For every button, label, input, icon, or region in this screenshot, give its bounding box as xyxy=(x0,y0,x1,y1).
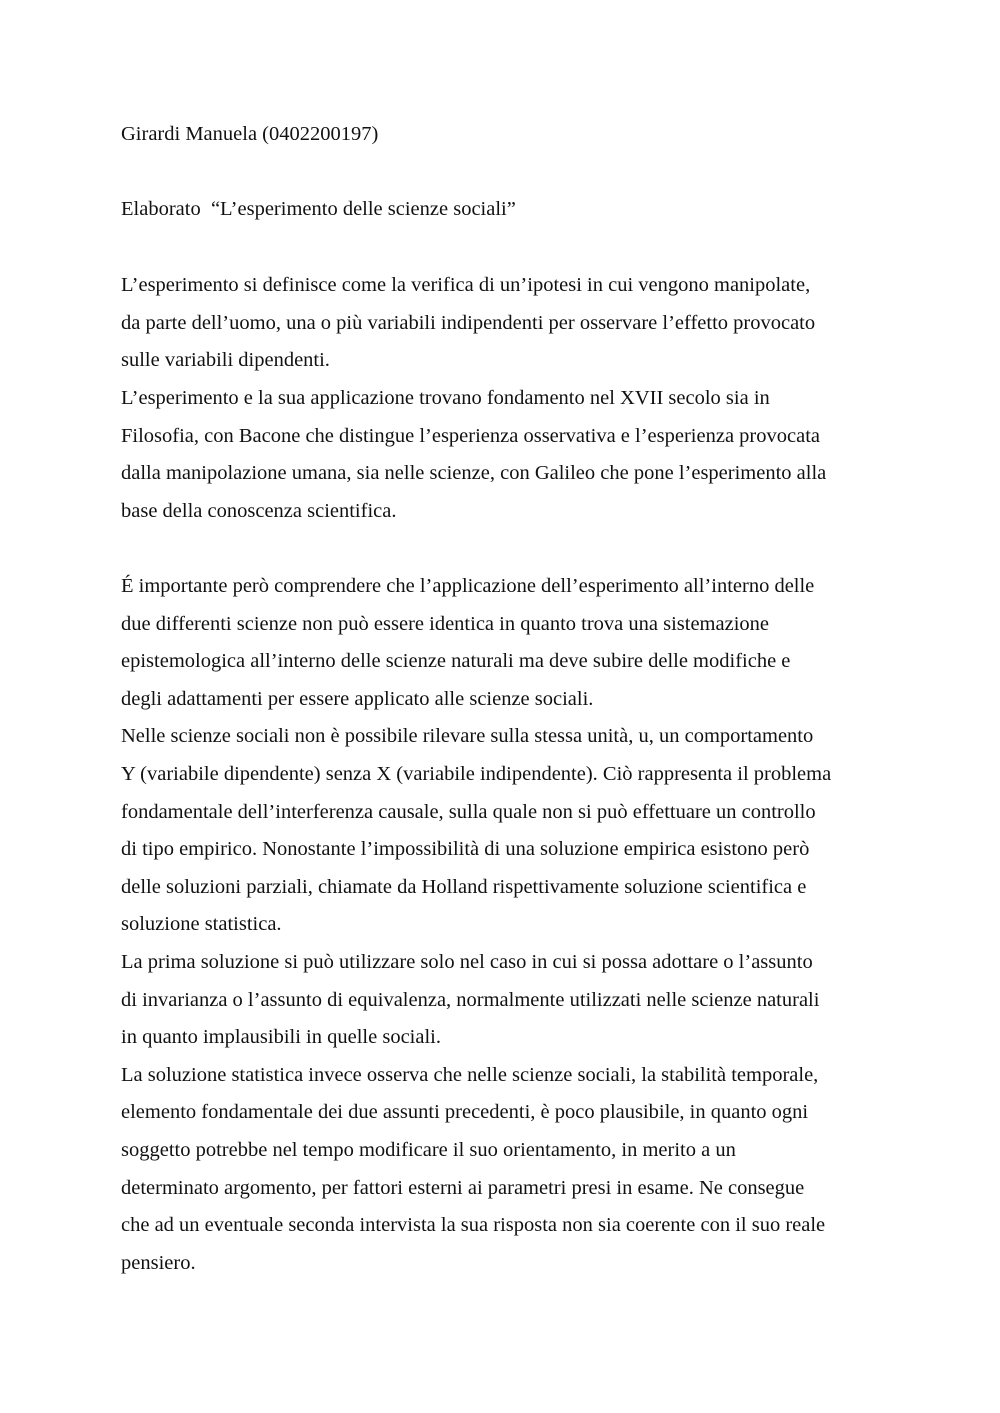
text-line: due differenti scienze non può essere identica in quanto trova una sistemazione xyxy=(121,613,769,635)
text-line: L’esperimento si definisce come la verifica di un’ipotesi in cui vengono manipolate, xyxy=(121,274,811,296)
text-line: soluzione statistica. xyxy=(121,913,282,935)
text-line: base della conoscenza scientifica. xyxy=(121,500,397,522)
text-line: sulle variabili dipendenti. xyxy=(121,349,330,371)
text-line: L’esperimento e la sua applicazione trovano fondamento nel XVII secolo sia in xyxy=(121,387,770,409)
text-line: La prima soluzione si può utilizzare solo nel caso in cui si possa adottare o l’assunto xyxy=(121,951,813,973)
text-line: Y (variabile dipendente) senza X (variabile indipendente). Ciò rappresenta il problema xyxy=(121,763,832,785)
text-line: in quanto implausibili in quelle sociali. xyxy=(121,1026,441,1048)
text-line: di tipo empirico. Nonostante l’impossibilità di una soluzione empirica esistono però xyxy=(121,838,810,860)
text-line: determinato argomento, per fattori esterni ai parametri presi in esame. Ne consegue xyxy=(121,1177,805,1199)
text-line: Filosofia, con Bacone che distingue l’esperienza osservativa e l’esperienza provocata xyxy=(121,425,820,447)
text-line: delle soluzioni parziali, chiamate da Holland rispettivamente soluzione scientifica e xyxy=(121,876,807,898)
text-line: dalla manipolazione umana, sia nelle scienze, con Galileo che pone l’esperimento alla xyxy=(121,462,827,484)
text-line: di invarianza o l’assunto di equivalenza, normalmente utilizzati nelle scienze naturali xyxy=(121,989,820,1011)
text-line: É importante però comprendere che l’applicazione dell’esperimento all’interno delle xyxy=(121,575,815,597)
text-line: soggetto potrebbe nel tempo modificare il suo orientamento, in merito a un xyxy=(121,1139,736,1161)
text-line: pensiero. xyxy=(121,1252,196,1274)
text-line: epistemologica all’interno delle scienze naturali ma deve subire delle modifiche e xyxy=(121,650,791,672)
author-line: Girardi Manuela (0402200197) xyxy=(121,123,379,145)
text-line: fondamentale dell’interferenza causale, sulla quale non si può effettuare un controllo xyxy=(121,801,816,823)
text-line: La soluzione statistica invece osserva che nelle scienze sociali, la stabilità temporale, xyxy=(121,1064,819,1086)
text-line: da parte dell’uomo, una o più variabili indipendenti per osservare l’effetto provocato xyxy=(121,312,816,334)
text-line: elemento fondamentale dei due assunti precedenti, è poco plausibile, in quanto ogni xyxy=(121,1101,809,1123)
text-line: Nelle scienze sociali non è possibile rilevare sulla stessa unità, u, un comportamento xyxy=(121,725,814,747)
text-line: degli adattamenti per essere applicato alle scienze sociali. xyxy=(121,688,594,710)
text-line: che ad un eventuale seconda intervista la sua risposta non sia coerente con il suo reale xyxy=(121,1214,826,1236)
document-title: Elaborato “L’esperimento delle scienze sociali” xyxy=(121,198,516,220)
